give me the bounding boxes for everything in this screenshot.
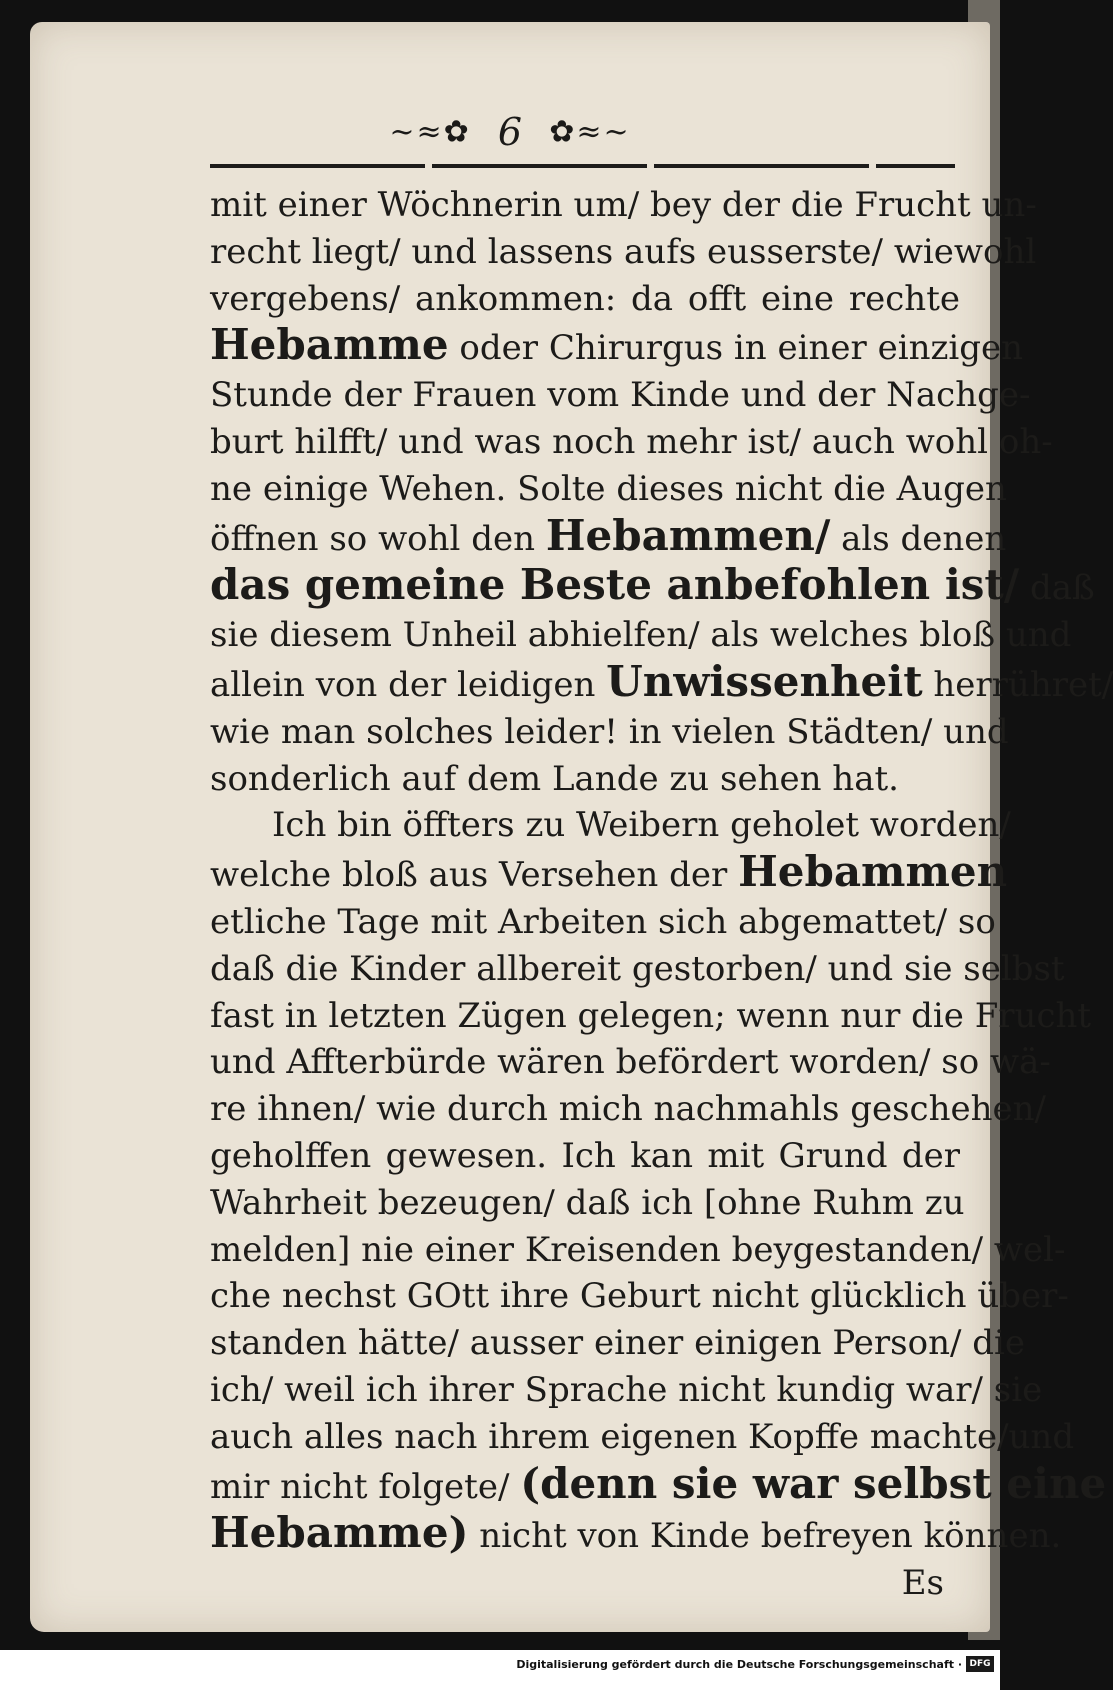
text-line: etliche Tage mit Arbeiten sich abgemattet/ so bbox=[210, 901, 996, 942]
emphasis: Hebammen bbox=[738, 847, 1008, 897]
text-line: das gemeine Beste anbefohlen ist/ daß bbox=[210, 560, 1095, 610]
text-line: und Affterbürde wären befördert worden/ so wä- bbox=[210, 1042, 1051, 1083]
text-line: wie man solches leider! in vielen Städten/ und bbox=[210, 711, 1009, 752]
header-ornament-left: ~≈✿ bbox=[389, 114, 471, 150]
text-line: Wahrheit bezeugen/ daß ich [ohne Ruhm zu bbox=[210, 1182, 965, 1223]
emphasis: (denn sie war selbst eine bbox=[520, 1458, 1107, 1508]
emphasis: Hebamme bbox=[210, 320, 449, 370]
text-line: vergebens/ ankommen: da offt eine rechte bbox=[210, 278, 960, 319]
text-line: Hebamme) nicht von Kinde befreyen können. bbox=[210, 1508, 1062, 1558]
header-ornament-right: ✿≈~ bbox=[549, 114, 631, 150]
text-line: geholffen gewesen. Ich kan mit Grund der bbox=[210, 1135, 960, 1176]
text-line: ne einige Wehen. Solte dieses nicht die Augen bbox=[210, 468, 1007, 509]
page-number: 6 bbox=[497, 110, 523, 154]
book-page bbox=[30, 22, 1113, 1632]
text-line: ich/ weil ich ihrer Sprache nicht kundig war/ sie bbox=[210, 1369, 1043, 1410]
emphasis: das gemeine Beste anbefohlen ist/ bbox=[210, 560, 1020, 610]
text-line: welche bloß aus Versehen der Hebammen bbox=[210, 847, 1008, 897]
emphasis: Hebamme) bbox=[210, 1508, 469, 1558]
text-line: daß die Kinder allbereit gestorben/ und sie selbst bbox=[210, 948, 1065, 989]
header-rule bbox=[210, 164, 955, 168]
text-line: mit einer Wöchnerin um/ bey der die Frucht un- bbox=[210, 185, 1037, 225]
text-line: mir nicht folgete/ (denn sie war selbst eine bbox=[210, 1458, 1107, 1508]
text-line: sonderlich auf dem Lande zu sehen hat. bbox=[210, 758, 899, 799]
text-line: burt hilfft/ und was noch mehr ist/ auch wohl oh- bbox=[210, 421, 1053, 462]
text-line: recht liegt/ und lassens aufs eusserste/ wiewohl bbox=[210, 231, 1037, 272]
digitization-footer bbox=[0, 1650, 1000, 1690]
text-line: che nechst GOtt ihre Geburt nicht glücklich über- bbox=[210, 1276, 1069, 1317]
text-line: allein von der leidigen Unwissenheit herrühret/ bbox=[210, 656, 1113, 706]
body-text bbox=[210, 182, 1113, 1607]
emphasis: Unwissenheit bbox=[606, 656, 923, 706]
dfg-credit: Digitalisierung gefördert durch die Deutsche Forschungsgemeinschaft · bbox=[516, 1658, 962, 1671]
text-line: Stunde der Frauen vom Kinde und der Nachge- bbox=[210, 375, 1031, 416]
text-line: standen hätte/ ausser einer einigen Person/ die bbox=[210, 1323, 1025, 1364]
text-line: melden] nie einer Kreisenden beygestanden/ wel- bbox=[210, 1229, 1066, 1270]
text-line: öffnen so wohl den Hebammen/ als denen bbox=[210, 510, 1007, 560]
emphasis: Hebammen/ bbox=[545, 510, 831, 560]
catchword: Es bbox=[901, 1563, 944, 1604]
text-line: Ich bin öffters zu Weibern geholet worden/ bbox=[272, 805, 1011, 846]
text-line: Hebamme oder Chirurgus in einer einzigen bbox=[210, 320, 1024, 370]
text-line: auch alles nach ihrem eigenen Kopffe machte/und bbox=[210, 1416, 1075, 1457]
text-line: sie diesem Unheil abhielfen/ als welches bloß und bbox=[210, 615, 1072, 656]
text-line: re ihnen/ wie durch mich nachmahls geschehen/ bbox=[210, 1089, 1046, 1130]
page-header bbox=[30, 110, 990, 154]
dfg-logo: DFG bbox=[966, 1656, 994, 1672]
text-line: fast in letzten Zügen gelegen; wenn nur die Frucht bbox=[210, 995, 1092, 1036]
